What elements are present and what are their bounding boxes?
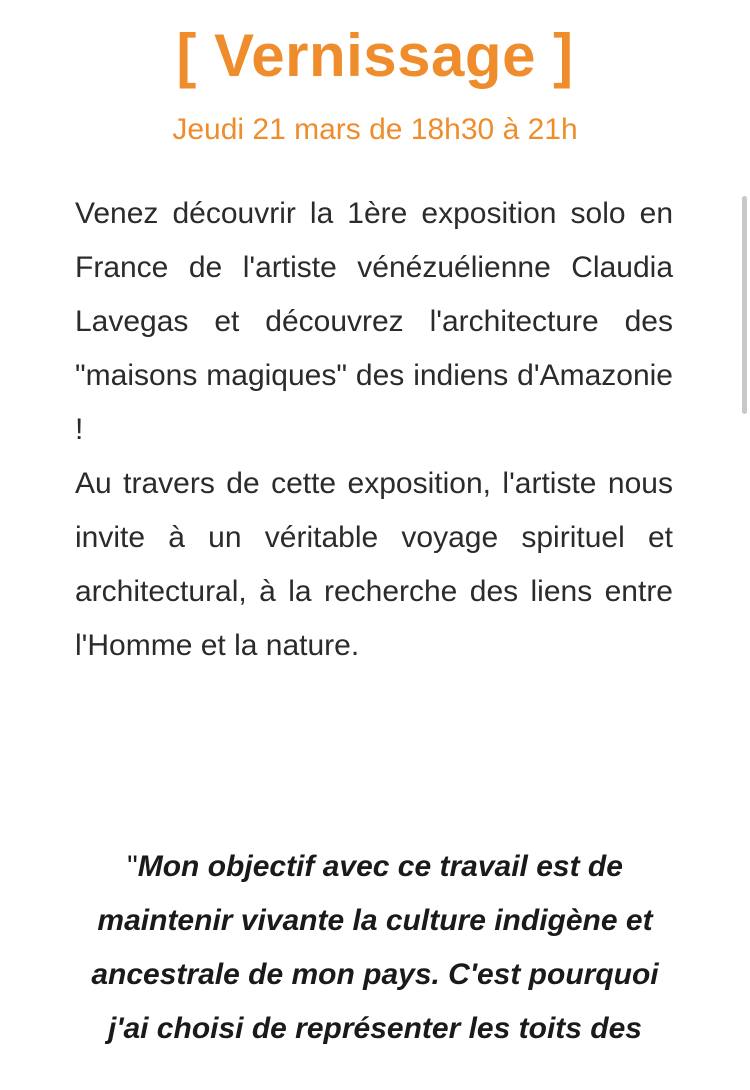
quote-text: Mon objectif avec ce travail est de maintenir vivante la culture indigène et ancestrale de mon pays. C'est pourquoi j'ai choisi de représenter les toits des bbox=[91, 850, 659, 1045]
scrollbar[interactable] bbox=[742, 196, 747, 414]
description-paragraph-2: Au travers de cette exposition, l'artiste nous invite à un véritable voyage spirituel et architectural, à la recherche des liens entre l'Homme et la nature. bbox=[75, 467, 673, 662]
artist-quote bbox=[75, 840, 675, 1056]
quote-mark: " bbox=[127, 850, 138, 883]
event-description bbox=[75, 187, 673, 673]
description-paragraph-1: Venez découvrir la 1ère exposition solo en France de l'artiste vénézuélienne Claudia Lavegas et découvrez l'architecture des "maisons magiques" des indiens d'Amazonie ! bbox=[75, 197, 673, 446]
event-title: [ Vernissage ] bbox=[176, 22, 574, 89]
event-date: Jeudi 21 mars de 18h30 à 21h bbox=[172, 113, 578, 146]
